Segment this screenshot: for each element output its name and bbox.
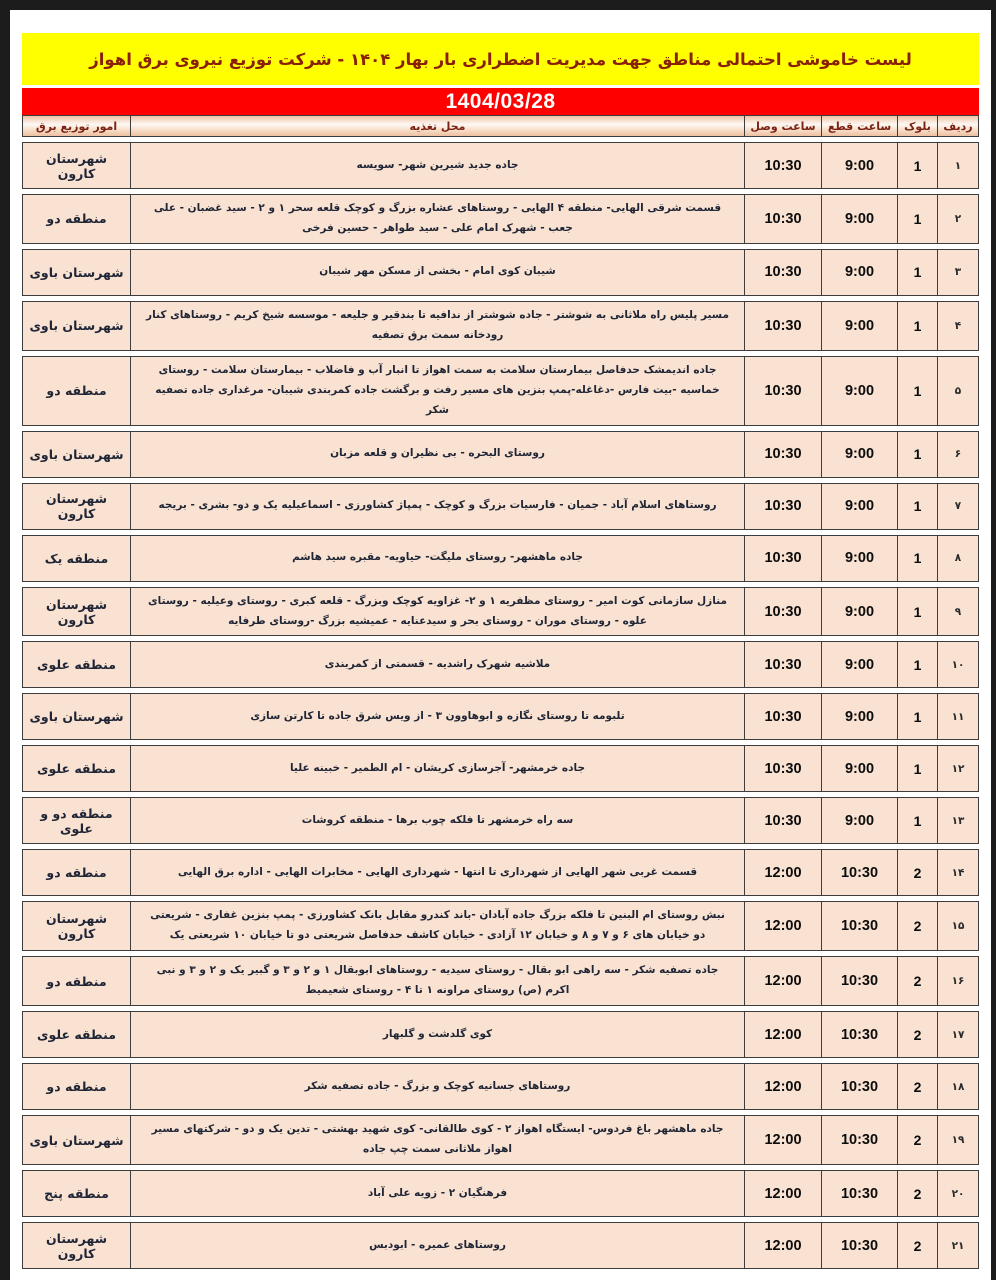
row-number-cell: ۳: [938, 249, 979, 296]
table-row: [22, 1011, 979, 1058]
district-cell: شهرستان باوی: [22, 249, 131, 296]
block-cell: 2: [898, 849, 938, 896]
row-number-cell: ۱۷: [938, 1011, 979, 1058]
table-row: [22, 431, 979, 478]
reconnect-time-cell: 10:30: [745, 587, 822, 637]
reconnect-time-cell: 12:00: [745, 956, 822, 1006]
location-cell: قسمت غربی شهر الهایی از شهرداری تا انتها - شهرداری الهایی - مخابرات الهایی - اداره برق الهایی: [131, 849, 745, 896]
block-cell: 1: [898, 797, 938, 844]
location-cell: جاده تصفیه شکر - سه راهی ابو بقال - روستای سیدیه - روستاهای ابوبقال ۱ و ۲ و ۳ و گبیر یک و ۲ و ۳ و نبی اکرم (ص) روستای مراونه ۱ تا ۴ - روستای شعیمیط: [131, 956, 745, 1006]
district-cell: منطقه علوی: [22, 641, 131, 688]
table-row: [22, 1170, 979, 1217]
location-cell: منازل سازمانی کوت امیر - روستای مظفریه ۱ و ۲- غزاویه کوچک وبزرگ - قلعه کبری - روستای وعیلیه - روستای علوه - روستای موران - روستای بحر و سیدعنایه - عمیشیه بزرگ -روستای طرفایه: [131, 587, 745, 637]
reconnect-time-cell: 10:30: [745, 693, 822, 740]
reconnect-time-cell: 12:00: [745, 849, 822, 896]
table-row: [22, 249, 979, 296]
cut-time-cell: 9:00: [822, 249, 898, 296]
block-cell: 1: [898, 142, 938, 189]
reconnect-time-cell: 10:30: [745, 535, 822, 582]
header-location: محل تغذیه: [131, 115, 745, 137]
cut-time-cell: 9:00: [822, 535, 898, 582]
district-cell: شهرستان کارون: [22, 142, 131, 189]
reconnect-time-cell: 10:30: [745, 431, 822, 478]
district-cell: منطقه یک: [22, 535, 131, 582]
row-number-cell: ۹: [938, 587, 979, 637]
table-header: [22, 115, 979, 137]
cut-time-cell: 10:30: [822, 901, 898, 951]
cut-time-cell: 9:00: [822, 797, 898, 844]
row-number-cell: ۶: [938, 431, 979, 478]
row-number-cell: ۱: [938, 142, 979, 189]
location-cell: نبش روستای ام البنین تا فلکه بزرگ جاده آبادان -باند کندرو مقابل بانک کشاورزی - پمپ بنزین غفاری - شریعتی دو خیابان های ۶ و ۷ و ۸ و خیابان ۱۲ آزادی - خیابان کاشف حدفاصل شریعتی دو تا خیابان ۱۰ شریعتی یک: [131, 901, 745, 951]
district-cell: شهرستان باوی: [22, 693, 131, 740]
row-number-cell: ۱۱: [938, 693, 979, 740]
location-cell: فرهنگیان ۲ - زویه علی آباد: [131, 1170, 745, 1217]
row-number-cell: ۱۴: [938, 849, 979, 896]
reconnect-time-cell: 10:30: [745, 142, 822, 189]
block-cell: 1: [898, 249, 938, 296]
table-row: [22, 535, 979, 582]
district-cell: شهرستان کارون: [22, 483, 131, 530]
row-number-cell: ۱۲: [938, 745, 979, 792]
block-cell: 1: [898, 535, 938, 582]
district-cell: منطقه دو: [22, 956, 131, 1006]
row-number-cell: ۲۰: [938, 1170, 979, 1217]
reconnect-time-cell: 10:30: [745, 194, 822, 244]
reconnect-time-cell: 12:00: [745, 1011, 822, 1058]
table-row: [22, 693, 979, 740]
location-cell: روستاهای اسلام آباد - جمیان - فارسیات بزرگ و کوچک - پمپاژ کشاورزی - اسماعیلیه یک و دو- بشری - بریجه: [131, 483, 745, 530]
row-number-cell: ۱۰: [938, 641, 979, 688]
location-cell: روستاهای عمیره - ابودبس: [131, 1222, 745, 1269]
header-row-number: ردیف: [938, 115, 979, 137]
district-cell: شهرستان باوی: [22, 431, 131, 478]
cut-time-cell: 9:00: [822, 745, 898, 792]
row-number-cell: ۲: [938, 194, 979, 244]
cut-time-cell: 10:30: [822, 849, 898, 896]
table-row: [22, 194, 979, 244]
location-cell: مسیر پلیس راه ملاثانی به شوشتر - جاده شوشتر از ندافیه تا بندقیر و جلیعه - موسسه شیخ کریم - روستاهای کنار رودخانه سمت برق تصفیه: [131, 301, 745, 351]
header-reconnect-time: ساعت وصل: [745, 115, 822, 137]
reconnect-time-cell: 10:30: [745, 797, 822, 844]
title-banner: [22, 33, 979, 85]
header-row: [22, 115, 979, 137]
location-cell: جاده اندیمشک حدفاصل بیمارستان سلامت به سمت اهواز تا انبار آب و فاضلاب - بیمارستان سلامت - روستای خماسیه -بیت فارس -دغاغله-پمپ بنزین های مسیر رفت و برگشت جاده کمربندی شیبان- مرغداری جاده تصفیه شکر: [131, 356, 745, 426]
table-row: [22, 142, 979, 189]
table-row: [22, 641, 979, 688]
block-cell: 1: [898, 483, 938, 530]
cut-time-cell: 9:00: [822, 641, 898, 688]
reconnect-time-cell: 10:30: [745, 745, 822, 792]
cut-time-cell: 10:30: [822, 1222, 898, 1269]
block-cell: 1: [898, 356, 938, 426]
district-cell: شهرستان کارون: [22, 1222, 131, 1269]
district-cell: شهرستان باوی: [22, 1115, 131, 1165]
reconnect-time-cell: 12:00: [745, 1222, 822, 1269]
row-number-cell: ۴: [938, 301, 979, 351]
schedule-date: 1404/03/28: [445, 89, 556, 113]
table-row: [22, 356, 979, 426]
cut-time-cell: 10:30: [822, 1011, 898, 1058]
cut-time-cell: 9:00: [822, 483, 898, 530]
header-block: بلوک: [898, 115, 938, 137]
table-row: [22, 483, 979, 530]
district-cell: منطقه دو: [22, 1063, 131, 1110]
table-row: [22, 797, 979, 844]
table-row: [22, 849, 979, 896]
district-cell: منطقه دو: [22, 356, 131, 426]
row-number-cell: ۱۶: [938, 956, 979, 1006]
location-cell: تلبومه تا روستای نگازه و ابوهاوون ۳ - از ویس شرق جاده تا کارتن سازی: [131, 693, 745, 740]
reconnect-time-cell: 10:30: [745, 356, 822, 426]
cut-time-cell: 9:00: [822, 194, 898, 244]
cut-time-cell: 10:30: [822, 1115, 898, 1165]
location-cell: جاده خرمشهر- آجرسازی کریشان - ام الطمیر - خبینه علیا: [131, 745, 745, 792]
cut-time-cell: 10:30: [822, 1170, 898, 1217]
row-number-cell: ۱۵: [938, 901, 979, 951]
cut-time-cell: 10:30: [822, 956, 898, 1006]
district-cell: شهرستان باوی: [22, 301, 131, 351]
table-row: [22, 1115, 979, 1165]
row-number-cell: ۱۳: [938, 797, 979, 844]
row-number-cell: ۸: [938, 535, 979, 582]
block-cell: 2: [898, 901, 938, 951]
cut-time-cell: 10:30: [822, 1063, 898, 1110]
location-cell: قسمت شرقی الهایی- منطقه ۴ الهایی - روستاهای عشاره بزرگ و کوچک قلعه سحر ۱ و ۲ - سید غضبان - علی جعب - شهرک امام علی - سید طواهر - حسین فرخی: [131, 194, 745, 244]
district-cell: منطقه علوی: [22, 745, 131, 792]
block-cell: 2: [898, 1170, 938, 1217]
district-cell: شهرستان کارون: [22, 587, 131, 637]
row-number-cell: ۷: [938, 483, 979, 530]
block-cell: 2: [898, 1222, 938, 1269]
location-cell: سه راه خرمشهر تا فلکه چوب برها - منطقه کروشات: [131, 797, 745, 844]
row-number-cell: ۱۹: [938, 1115, 979, 1165]
block-cell: 1: [898, 587, 938, 637]
block-cell: 1: [898, 431, 938, 478]
reconnect-time-cell: 12:00: [745, 1063, 822, 1110]
block-cell: 1: [898, 745, 938, 792]
table-row: [22, 901, 979, 951]
district-cell: منطقه دو: [22, 194, 131, 244]
block-cell: 1: [898, 693, 938, 740]
location-cell: جاده ماهشهر- روستای ملیگت- حیاویه- مقبره سید هاشم: [131, 535, 745, 582]
location-cell: شیبان کوی امام - بخشی از مسکن مهر شیبان: [131, 249, 745, 296]
row-number-cell: ۲۱: [938, 1222, 979, 1269]
table-row: [22, 745, 979, 792]
document-page: [10, 10, 991, 1280]
cut-time-cell: 9:00: [822, 142, 898, 189]
district-cell: منطقه دو و علوی: [22, 797, 131, 844]
block-cell: 2: [898, 1063, 938, 1110]
reconnect-time-cell: 12:00: [745, 1170, 822, 1217]
reconnect-time-cell: 10:30: [745, 641, 822, 688]
district-cell: شهرستان کارون: [22, 901, 131, 951]
reconnect-time-cell: 10:30: [745, 483, 822, 530]
block-cell: 2: [898, 1115, 938, 1165]
cut-time-cell: 9:00: [822, 587, 898, 637]
cut-time-cell: 9:00: [822, 431, 898, 478]
cut-time-cell: 9:00: [822, 356, 898, 426]
cut-time-cell: 9:00: [822, 301, 898, 351]
row-number-cell: ۱۸: [938, 1063, 979, 1110]
location-cell: روستای البحره - بی نظیران و قلعه مزبان: [131, 431, 745, 478]
block-cell: 2: [898, 1011, 938, 1058]
district-cell: منطقه علوی: [22, 1011, 131, 1058]
table-row: [22, 956, 979, 1006]
row-number-cell: ۵: [938, 356, 979, 426]
table-row: [22, 301, 979, 351]
district-cell: منطقه پنج: [22, 1170, 131, 1217]
block-cell: 1: [898, 301, 938, 351]
reconnect-time-cell: 10:30: [745, 301, 822, 351]
page-title: لیست خاموشی احتمالی مناطق جهت مدیریت اضطراری بار بهار ۱۴۰۴ - شرکت توزیع نیروی برق اهواز: [89, 49, 912, 69]
district-cell: منطقه دو: [22, 849, 131, 896]
table-body: [22, 142, 979, 1269]
reconnect-time-cell: 10:30: [745, 249, 822, 296]
location-cell: جاده جدید شیرین شهر- سویسه: [131, 142, 745, 189]
block-cell: 1: [898, 641, 938, 688]
location-cell: ملاشیه شهرک راشدیه - قسمتی از کمربندی: [131, 641, 745, 688]
location-cell: روستاهای جسانیه کوچک و بزرگ - جاده تصفیه شکر: [131, 1063, 745, 1110]
table-row: [22, 1222, 979, 1269]
reconnect-time-cell: 12:00: [745, 901, 822, 951]
header-cut-time: ساعت قطع: [822, 115, 898, 137]
table-row: [22, 1063, 979, 1110]
block-cell: 1: [898, 194, 938, 244]
location-cell: کوی گلدشت و گلبهار: [131, 1011, 745, 1058]
reconnect-time-cell: 12:00: [745, 1115, 822, 1165]
header-district: امور توزیع برق: [22, 115, 131, 137]
cut-time-cell: 9:00: [822, 693, 898, 740]
outage-schedule-table: [22, 110, 979, 1274]
table-row: [22, 587, 979, 637]
location-cell: جاده ماهشهر باغ فردوس- ایستگاه اهواز ۲ - کوی طالقانی- کوی شهید بهشتی - تدین یک و دو - شرکتهای مسیر اهواز ملاثانی سمت چپ جاده: [131, 1115, 745, 1165]
block-cell: 2: [898, 956, 938, 1006]
